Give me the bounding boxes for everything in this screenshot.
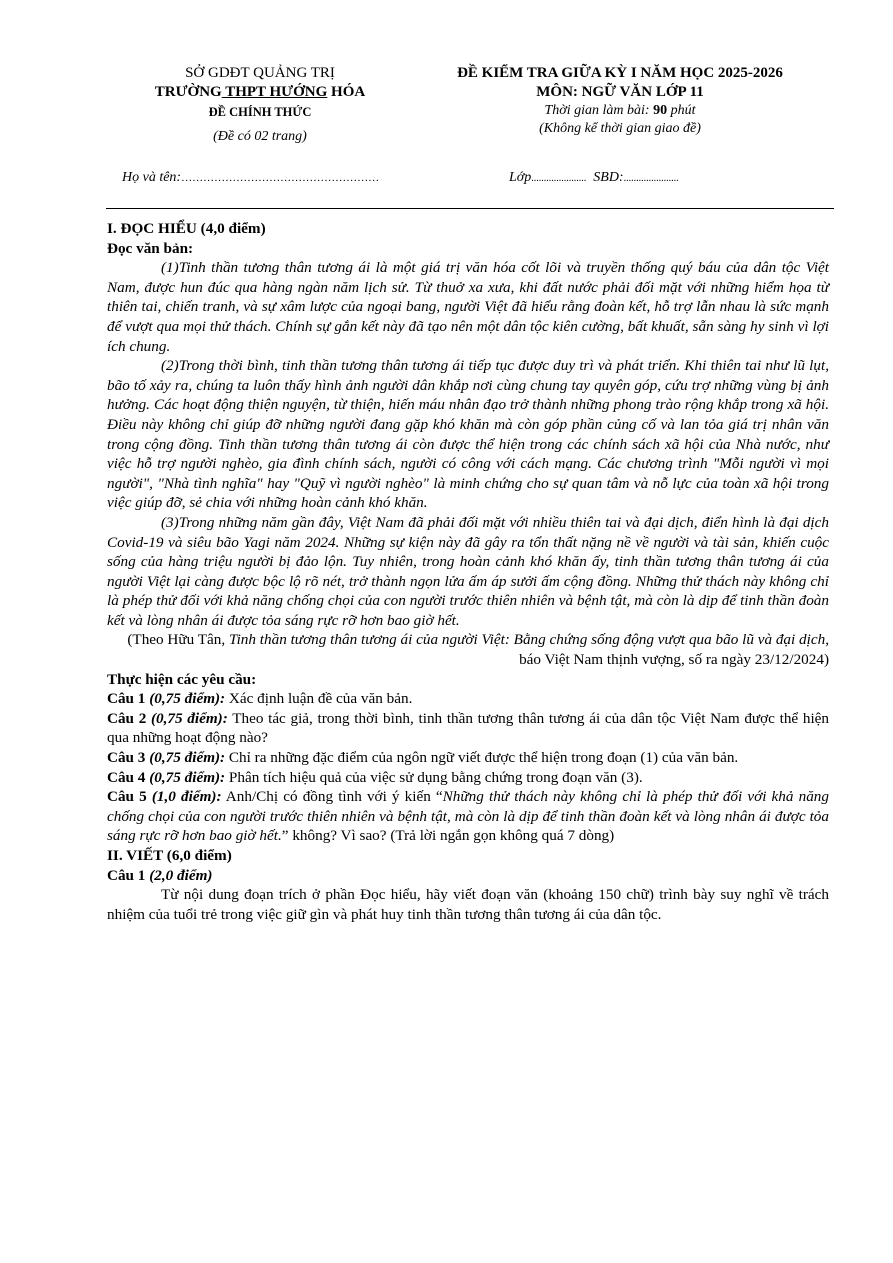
question-label: Câu 5 bbox=[107, 788, 147, 806]
question-points: (2,0 điểm) bbox=[149, 866, 213, 884]
sbd-dots: ...................... bbox=[623, 173, 679, 184]
question-5 bbox=[107, 787, 829, 846]
header-left bbox=[110, 64, 410, 148]
writing-question-1-text: Từ nội dung đoạn trích ở phần Đọc hiểu, hãy viết đoạn văn (khoảng 150 chữ) trình bày suy nghĩ về trách nhiệm của tuổi trẻ trong việc giữ gìn và phát huy tinh thần tương thân tương ái của dân tộc. bbox=[107, 886, 829, 923]
time-note: (Không kể thời gian giao đề) bbox=[539, 121, 701, 136]
section2-title: II. VIẾT (6,0 điểm) bbox=[107, 847, 232, 864]
q5-pre: Anh/Chị có đồng tình với ý kiến “ bbox=[221, 788, 443, 806]
question-3 bbox=[107, 748, 829, 768]
reading-paragraph-3: (3)Trong những năm gần đây, Việt Nam đã phải đối mặt với nhiều thiên tai và đại dịch, điển hình là đại dịch Covid-19 và siêu bão Yagi năm 2024. Những sự kiện này đã gây ra tổn thất nặng nề về người và tài sản, khiến cuộc sống của hàng triệu người bị đảo lộn. Tuy nhiên, trong hoàn cảnh khó khăn ấy, tinh thần tương thân tương ái của người Việt lại càng được bộc lộ rõ nét, trở thành ngọn lửa ấm áp sưởi ấm cộng đồng. Những thử thách này không chỉ là phép thử đối với khả năng chống chọi của con người trước thiên nhiên và bệnh tật, mà còn là dịp để tinh thần đoàn kết và lòng nhân ái được tỏa sáng rực rỡ hơn bao giờ hết. bbox=[107, 513, 829, 629]
reading-paragraph-1: (1)Tinh thần tương thân tương ái là một giá trị văn hóa cốt lõi và truyền thống quý báu của dân tộc Việt Nam, được hun đúc qua hàng ngàn năm lịch sử. Từ thuở xa xưa, khi đất nước phải đối mặt với những hiểm họa từ thiên tai, chiến tranh, và sự xâm lược của ngoại bang, người Việt đã hiểu rằng đoàn kết, hỗ trợ lẫn nhau là sức mạnh để vượt qua mọi thử thách. Chính sự gắn kết này đã tạo nên một dân tộc kiên cường, bất khuất, sẵn sàng hy sinh vì lợi ích chung. bbox=[107, 259, 829, 355]
class-label: Lớp bbox=[509, 170, 532, 185]
q5-quote: Những thử thách này không chỉ là phép thử đối với khả năng chống chọi của con người trước thiên nhiên và bệnh tật, mà còn là dịp để tinh thần đoàn kết và lòng nhân ái được tỏa sáng rực rỡ hơn bao giờ hết. bbox=[107, 788, 829, 845]
question-label: Câu 4 bbox=[107, 768, 146, 786]
department-name: SỞ GDĐT QUẢNG TRỊ bbox=[185, 65, 335, 81]
question-1 bbox=[107, 689, 829, 709]
source-prefix: (Theo Hữu Tân, bbox=[127, 631, 226, 649]
time-suffix: phút bbox=[670, 103, 696, 118]
exam-title: ĐỀ KIỂM TRA GIỮA KỲ I NĂM HỌC 2025-2026 bbox=[457, 65, 783, 81]
school-name-underlined: THPT HƯỚNG bbox=[221, 84, 328, 100]
section1-title: I. ĐỌC HIỂU (4,0 điểm) bbox=[107, 220, 266, 237]
page-count: (Đề có 02 trang) bbox=[213, 129, 307, 144]
exam-content bbox=[107, 219, 829, 924]
exam-time bbox=[405, 102, 835, 120]
source-suffix: , báo Việt Nam thịnh vượng, số ra ngày 23/12/2024) bbox=[519, 631, 829, 669]
source-title: Tinh thần tương thân tương ái của người Việt: Bằng chứng sống động vượt qua bão lũ và đại dịch bbox=[228, 631, 826, 649]
reading-paragraph-2: (2)Trong thời bình, tinh thần tương thân tương ái tiếp tục được duy trì và phát triển. Khi thiên tai như lũ lụt, bão tố xảy ra, chúng ta luôn thấy hình ảnh người dân khắp nơi cùng chung tay quyên góp, cứu trợ những vùng bị ảnh hưởng. Các hoạt động thiện nguyện, từ thiện, hiến máu nhân đạo trở thành những phong trào rộng khắp trong xã hội. Điều này không chỉ giúp đỡ những người đang gặp khó khăn mà còn góp phần củng cố và lan tỏa giá trị nhân văn trong cộng đồng. Tinh thần tương thân tương ái còn được thể hiện trong các chính sách xã hội của Nhà nước, như việc hỗ trợ người nghèo, gia đình chính sách, người có công với cách mạng. Các chương trình "Mỗi người vì mọi người", "Nhà tình nghĩa" hay "Quỹ vì người nghèo" là minh chứng cho sự quan tâm và nỗ lực của toàn xã hội trong việc giúp đỡ, sẻ chia với những hoàn cảnh khó khăn. bbox=[107, 357, 829, 512]
header-divider bbox=[106, 208, 834, 209]
question-2 bbox=[107, 709, 829, 748]
tasks-label: Thực hiện các yêu cầu: bbox=[107, 670, 257, 688]
school-name: TRƯỜNG THPT HƯỚNG HÓA bbox=[154, 84, 366, 100]
subject: MÔN: NGỮ VĂN LỚP 11 bbox=[536, 84, 704, 100]
writing-question-1-heading bbox=[107, 866, 829, 886]
question-text: Theo tác giả, trong thời bình, tinh thần tương thân tương ái của dân tộc Việt Nam được thể hiện qua những hoạt động nào? bbox=[107, 709, 830, 747]
time-value: 90 bbox=[653, 103, 668, 118]
name-dots: ……………………………………………… bbox=[181, 172, 380, 184]
q5-post: ” không? Vì sao? (Trả lời ngắn gọn không quá 7 dòng) bbox=[281, 827, 615, 845]
header-right bbox=[405, 64, 835, 138]
question-text: Chỉ ra những đặc điểm của ngôn ngữ viết được thể hiện trong đoạn (1) của văn bản. bbox=[225, 749, 739, 767]
time-prefix: Thời gian làm bài: bbox=[544, 103, 650, 118]
question-text: Xác định luận đề của văn bản. bbox=[225, 690, 413, 708]
question-text: Phân tích hiệu quả của việc sử dụng bằng chứng trong đoạn văn (3). bbox=[225, 768, 643, 786]
question-label: Câu 1 bbox=[107, 866, 146, 884]
source-citation bbox=[107, 630, 829, 669]
question-4 bbox=[107, 768, 829, 788]
class-sbd-field[interactable] bbox=[509, 170, 679, 186]
question-points: (0,75 điểm): bbox=[150, 709, 228, 727]
name-label: Họ và tên: bbox=[122, 170, 182, 185]
class-dots: ...................... bbox=[531, 173, 587, 184]
question-label: Câu 1 bbox=[107, 690, 146, 708]
student-name-field[interactable] bbox=[122, 170, 379, 186]
read-label: Đọc văn bản: bbox=[107, 239, 194, 257]
question-label: Câu 2 bbox=[107, 709, 147, 727]
question-points: (0,75 điểm): bbox=[149, 749, 226, 767]
question-points: (1,0 điểm): bbox=[151, 788, 222, 806]
sbd-label: SBD: bbox=[593, 170, 624, 185]
official-label: ĐỀ CHÍNH THỨC bbox=[208, 105, 312, 119]
question-points: (0,75 điểm): bbox=[149, 768, 226, 786]
question-points: (0,75 điểm): bbox=[149, 690, 226, 708]
question-label: Câu 3 bbox=[107, 749, 146, 767]
